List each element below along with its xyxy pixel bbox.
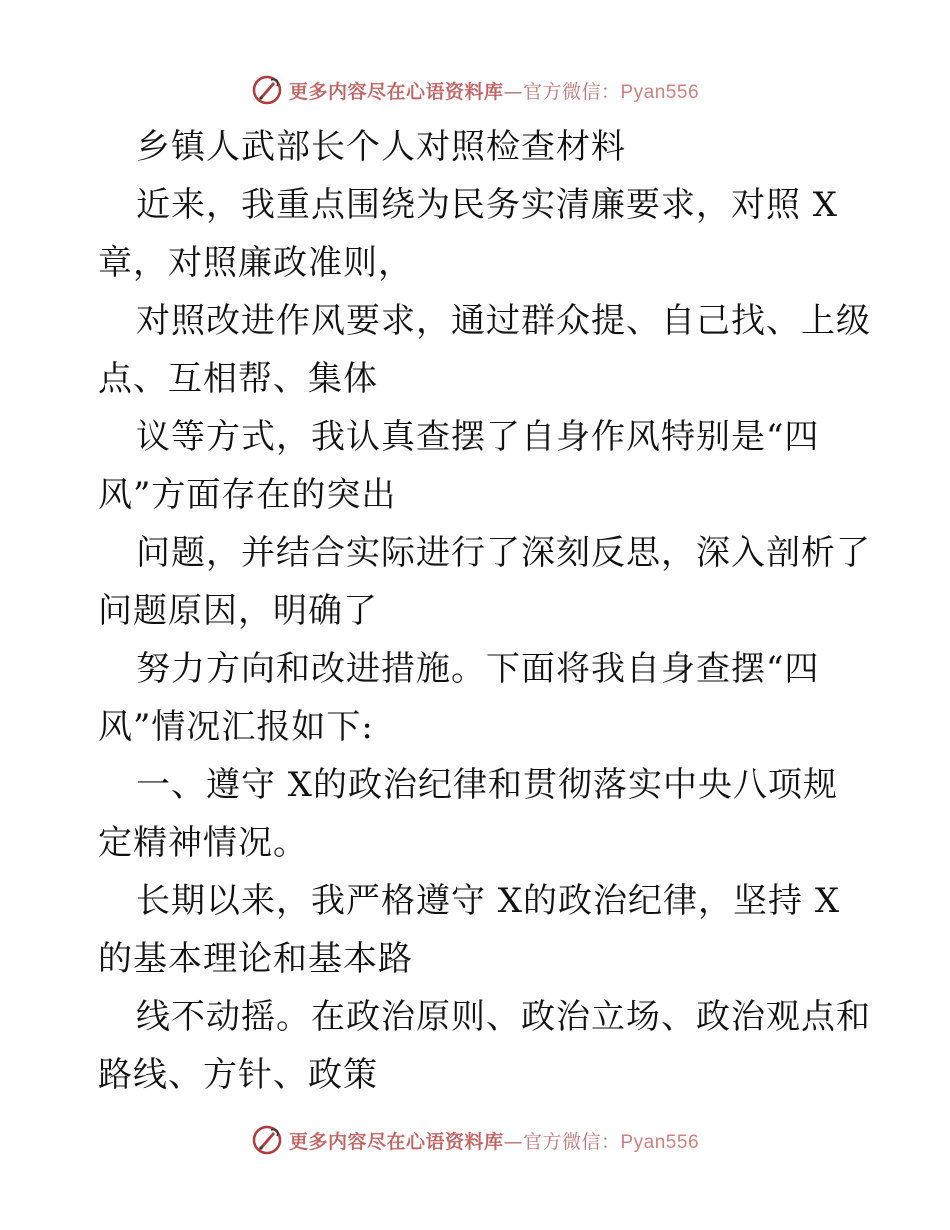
- paragraph-line: 长期以来，我严格遵守 X的政治纪律，坚持 X: [136, 881, 841, 921]
- paragraph-line: 点、互相帮、集体: [98, 359, 378, 399]
- paragraph-line: 风”情况汇报如下:: [98, 707, 374, 747]
- watermark-text: [289, 77, 699, 104]
- paragraph-line: 问题，并结合实际进行了深刻反思，深入剖析了: [136, 533, 871, 573]
- paragraph-line: 章，对照廉政准则，: [98, 243, 413, 283]
- paragraph-line: 努力方向和改进措施。下面将我自身查摆“四: [136, 649, 820, 689]
- header-watermark: [0, 70, 950, 110]
- paragraph-line: 问题原因，明确了: [98, 591, 378, 631]
- paragraph-line: 的基本理论和基本路: [98, 939, 413, 979]
- paragraph-line: 路线、方针、政策: [98, 1055, 378, 1095]
- section-heading-continued: 定精神情况。: [98, 823, 308, 863]
- quill-logo-icon: [251, 1124, 283, 1156]
- watermark-separator: —: [503, 1130, 523, 1153]
- watermark-wechat-label: 官方微信：: [522, 80, 621, 103]
- paragraph-line: 对照改进作风要求，通过群众提、自己找、上级: [136, 301, 871, 341]
- watermark-brand: 更多内容尽在心语资料库: [288, 80, 504, 103]
- footer-watermark: [0, 1120, 950, 1160]
- quill-logo-icon: [251, 74, 283, 106]
- section-heading: 一、遵守 X的政治纪律和贯彻落实中央八项规: [136, 765, 839, 805]
- paragraph-line: 线不动摇。在政治原则、政治立场、政治观点和: [136, 997, 871, 1037]
- watermark-wechat-id: Pyan556: [620, 1131, 700, 1153]
- paragraph-line: 议等方式，我认真查摆了自身作风特别是“四: [136, 417, 820, 457]
- watermark-separator: —: [503, 80, 523, 103]
- document-title: 乡镇人武部长个人对照检查材料: [136, 127, 626, 167]
- watermark-wechat-label: 官方微信：: [522, 1130, 621, 1153]
- watermark-text: [289, 1127, 699, 1154]
- watermark-brand: 更多内容尽在心语资料库: [288, 1130, 504, 1153]
- paragraph-line: 近来，我重点围绕为民务实清廉要求，对照 X: [136, 185, 839, 225]
- document-body: [98, 118, 871, 1104]
- watermark-wechat-id: Pyan556: [620, 81, 700, 103]
- paragraph-line: 风”方面存在的突出: [98, 475, 397, 515]
